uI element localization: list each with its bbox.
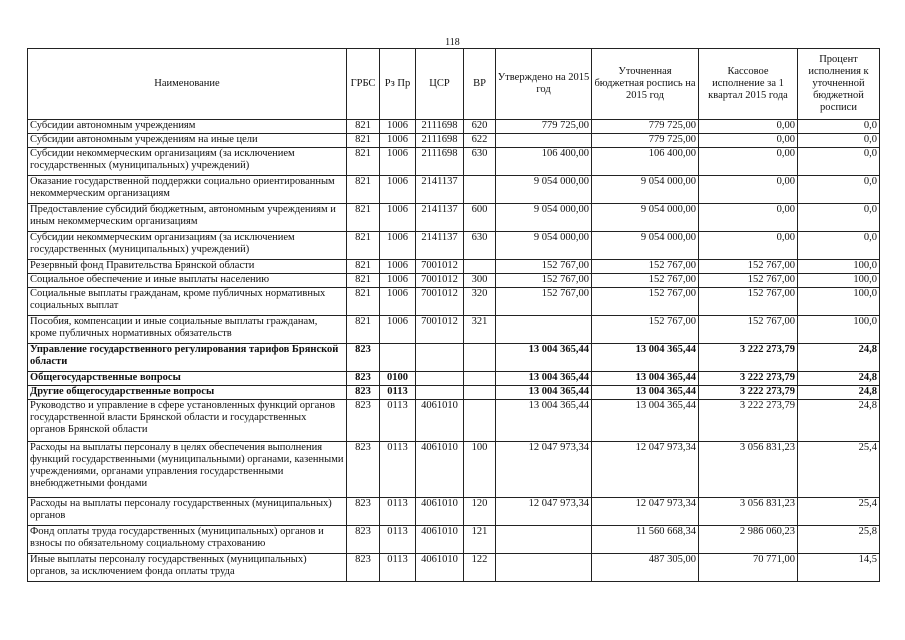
cell-grbs: 821 xyxy=(347,316,380,344)
cell-refined: 9 054 000,00 xyxy=(592,176,699,204)
cell-rzpr: 1006 xyxy=(380,120,416,134)
header-refined: Уточненная бюджетная роспись на 2015 год xyxy=(592,49,699,120)
cell-cash: 2 986 060,23 xyxy=(699,526,798,554)
cell-vr: 600 xyxy=(464,204,496,232)
cell-percent: 24,8 xyxy=(798,400,880,442)
cell-rzpr: 1006 xyxy=(380,204,416,232)
cell-grbs: 821 xyxy=(347,288,380,316)
cell-rzpr: 0100 xyxy=(380,372,416,386)
header-rzpr: Рз Пр xyxy=(380,49,416,120)
cell-rzpr: 1006 xyxy=(380,274,416,288)
cell-cash: 3 056 831,23 xyxy=(699,442,798,498)
table-row xyxy=(28,260,880,274)
cell-csr: 2111698 xyxy=(416,148,464,176)
cell-csr: 7001012 xyxy=(416,260,464,274)
cell-rzpr: 1006 xyxy=(380,176,416,204)
cell-refined: 152 767,00 xyxy=(592,288,699,316)
cell-approved: 106 400,00 xyxy=(496,148,592,176)
cell-percent: 24,8 xyxy=(798,386,880,400)
cell-csr: 2141137 xyxy=(416,232,464,260)
cell-refined: 152 767,00 xyxy=(592,316,699,344)
cell-cash: 0,00 xyxy=(699,176,798,204)
cell-rzpr: 0113 xyxy=(380,554,416,582)
header-vr: ВР xyxy=(464,49,496,120)
cell-cash: 70 771,00 xyxy=(699,554,798,582)
cell-csr: 7001012 xyxy=(416,274,464,288)
cell-grbs: 821 xyxy=(347,204,380,232)
cell-percent: 100,0 xyxy=(798,274,880,288)
cell-percent: 0,0 xyxy=(798,148,880,176)
cell-cash: 3 056 831,23 xyxy=(699,498,798,526)
cell-rzpr: 1006 xyxy=(380,232,416,260)
cell-grbs: 821 xyxy=(347,232,380,260)
table-row xyxy=(28,232,880,260)
cell-csr: 7001012 xyxy=(416,288,464,316)
cell-csr: 4061010 xyxy=(416,498,464,526)
header-grbs: ГРБС xyxy=(347,49,380,120)
cell-vr: 121 xyxy=(464,526,496,554)
cell-cash: 3 222 273,79 xyxy=(699,386,798,400)
header-csr: ЦСР xyxy=(416,49,464,120)
cell-csr: 4061010 xyxy=(416,400,464,442)
cell-refined: 152 767,00 xyxy=(592,260,699,274)
cell-percent: 100,0 xyxy=(798,316,880,344)
cell-name: Социальные выплаты гражданам, кроме публичных нормативных социальных выплат xyxy=(28,288,347,316)
cell-grbs: 823 xyxy=(347,498,380,526)
cell-grbs: 823 xyxy=(347,344,380,372)
cell-cash: 0,00 xyxy=(699,204,798,232)
cell-cash: 0,00 xyxy=(699,148,798,176)
cell-vr xyxy=(464,176,496,204)
cell-approved xyxy=(496,316,592,344)
header-approved: Утверждено на 2015 год xyxy=(496,49,592,120)
table-row xyxy=(28,386,880,400)
table-row xyxy=(28,554,880,582)
cell-csr xyxy=(416,372,464,386)
cell-approved: 9 054 000,00 xyxy=(496,232,592,260)
cell-approved: 152 767,00 xyxy=(496,260,592,274)
cell-name: Пособия, компенсации и иные социальные выплаты гражданам, кроме публичных нормативных обязательств xyxy=(28,316,347,344)
table-row xyxy=(28,316,880,344)
cell-percent: 0,0 xyxy=(798,232,880,260)
cell-csr: 4061010 xyxy=(416,554,464,582)
cell-name: Фонд оплаты труда государственных (муниципальных) органов и взносы по обязательному социальному страхованию xyxy=(28,526,347,554)
cell-approved: 13 004 365,44 xyxy=(496,400,592,442)
cell-refined: 779 725,00 xyxy=(592,134,699,148)
table-row xyxy=(28,148,880,176)
cell-percent: 100,0 xyxy=(798,288,880,316)
cell-refined: 106 400,00 xyxy=(592,148,699,176)
cell-vr: 622 xyxy=(464,134,496,148)
cell-grbs: 821 xyxy=(347,176,380,204)
cell-percent: 0,0 xyxy=(798,120,880,134)
cell-cash: 3 222 273,79 xyxy=(699,344,798,372)
cell-vr xyxy=(464,260,496,274)
cell-rzpr: 0113 xyxy=(380,442,416,498)
cell-percent: 0,0 xyxy=(798,204,880,232)
cell-percent: 24,8 xyxy=(798,344,880,372)
cell-refined: 9 054 000,00 xyxy=(592,232,699,260)
header-percent: Процент исполнения к уточненной бюджетной росписи xyxy=(798,49,880,120)
table-row xyxy=(28,288,880,316)
cell-name: Оказание государственной поддержки социально ориентированным некоммерческим организациям xyxy=(28,176,347,204)
cell-cash: 152 767,00 xyxy=(699,260,798,274)
cell-name: Иные выплаты персоналу государственных (муниципальных) органов, за исключением фонда оплаты труда xyxy=(28,554,347,582)
cell-name: Управление государственного регулирования тарифов Брянской области xyxy=(28,344,347,372)
cell-rzpr: 1006 xyxy=(380,134,416,148)
table-row xyxy=(28,442,880,498)
cell-refined: 9 054 000,00 xyxy=(592,204,699,232)
cell-refined: 12 047 973,34 xyxy=(592,442,699,498)
cell-approved: 12 047 973,34 xyxy=(496,498,592,526)
cell-grbs: 823 xyxy=(347,386,380,400)
cell-approved: 13 004 365,44 xyxy=(496,344,592,372)
cell-percent: 0,0 xyxy=(798,134,880,148)
cell-name: Субсидии автономным учреждениям на иные цели xyxy=(28,134,347,148)
cell-rzpr: 0113 xyxy=(380,400,416,442)
cell-name: Субсидии автономным учреждениям xyxy=(28,120,347,134)
cell-percent: 25,4 xyxy=(798,442,880,498)
cell-name: Субсидии некоммерческим организациям (за исключением государственных (муниципальных) учреждений) xyxy=(28,148,347,176)
cell-percent: 0,0 xyxy=(798,176,880,204)
cell-rzpr: 1006 xyxy=(380,148,416,176)
table-row xyxy=(28,344,880,372)
cell-approved: 152 767,00 xyxy=(496,274,592,288)
cell-refined: 13 004 365,44 xyxy=(592,386,699,400)
cell-vr: 320 xyxy=(464,288,496,316)
cell-rzpr: 1006 xyxy=(380,260,416,274)
table-row xyxy=(28,120,880,134)
cell-grbs: 823 xyxy=(347,554,380,582)
cell-vr: 630 xyxy=(464,148,496,176)
cell-vr xyxy=(464,372,496,386)
cell-grbs: 821 xyxy=(347,148,380,176)
cell-vr xyxy=(464,386,496,400)
cell-name: Субсидии некоммерческим организациям (за исключением государственных (муниципальных) учреждений) xyxy=(28,232,347,260)
cell-grbs: 823 xyxy=(347,442,380,498)
cell-cash: 3 222 273,79 xyxy=(699,372,798,386)
table-row xyxy=(28,372,880,386)
cell-approved: 9 054 000,00 xyxy=(496,176,592,204)
cell-name: Расходы на выплаты персоналу в целях обеспечения выполнения функций государственными (муниципальными) органами, казенными учреждениями, органами управления государственными внебюджетными фондами xyxy=(28,442,347,498)
cell-name: Другие общегосударственные вопросы xyxy=(28,386,347,400)
cell-approved: 152 767,00 xyxy=(496,288,592,316)
table-row xyxy=(28,204,880,232)
cell-name: Общегосударственные вопросы xyxy=(28,372,347,386)
cell-name: Резервный фонд Правительства Брянской области xyxy=(28,260,347,274)
cell-csr: 7001012 xyxy=(416,316,464,344)
cell-approved: 13 004 365,44 xyxy=(496,386,592,400)
cell-vr: 300 xyxy=(464,274,496,288)
cell-approved: 12 047 973,34 xyxy=(496,442,592,498)
header-cash: Кассовое исполнение за 1 квартал 2015 года xyxy=(699,49,798,120)
cell-csr: 2111698 xyxy=(416,134,464,148)
cell-grbs: 821 xyxy=(347,274,380,288)
cell-name: Предоставление субсидий бюджетным, автономным учреждениям и иным некоммерческим организациям xyxy=(28,204,347,232)
cell-rzpr xyxy=(380,344,416,372)
cell-rzpr: 0113 xyxy=(380,498,416,526)
cell-rzpr: 0113 xyxy=(380,526,416,554)
budget-table xyxy=(27,48,880,582)
cell-grbs: 823 xyxy=(347,400,380,442)
cell-percent: 24,8 xyxy=(798,372,880,386)
cell-csr: 4061010 xyxy=(416,526,464,554)
table-row xyxy=(28,526,880,554)
table-row xyxy=(28,400,880,442)
cell-approved xyxy=(496,526,592,554)
cell-grbs: 823 xyxy=(347,372,380,386)
cell-name: Социальное обеспечение и иные выплаты населению xyxy=(28,274,347,288)
cell-vr xyxy=(464,344,496,372)
cell-vr: 321 xyxy=(464,316,496,344)
cell-approved: 779 725,00 xyxy=(496,120,592,134)
cell-csr: 4061010 xyxy=(416,442,464,498)
cell-refined: 12 047 973,34 xyxy=(592,498,699,526)
cell-refined: 13 004 365,44 xyxy=(592,344,699,372)
cell-cash: 3 222 273,79 xyxy=(699,400,798,442)
cell-percent: 25,8 xyxy=(798,526,880,554)
cell-refined: 779 725,00 xyxy=(592,120,699,134)
cell-cash: 0,00 xyxy=(699,120,798,134)
cell-rzpr: 1006 xyxy=(380,316,416,344)
cell-vr xyxy=(464,400,496,442)
cell-vr: 630 xyxy=(464,232,496,260)
table-row xyxy=(28,498,880,526)
cell-refined: 487 305,00 xyxy=(592,554,699,582)
cell-name: Руководство и управление в сфере установленных функций органов государственной власти Брянской области и государственных органов Брянской области xyxy=(28,400,347,442)
cell-rzpr: 0113 xyxy=(380,386,416,400)
cell-refined: 152 767,00 xyxy=(592,274,699,288)
cell-csr: 2141137 xyxy=(416,176,464,204)
cell-csr: 2141137 xyxy=(416,204,464,232)
cell-vr: 120 xyxy=(464,498,496,526)
cell-csr xyxy=(416,344,464,372)
cell-cash: 152 767,00 xyxy=(699,274,798,288)
cell-refined: 11 560 668,34 xyxy=(592,526,699,554)
cell-grbs: 821 xyxy=(347,120,380,134)
table-header-row xyxy=(28,49,880,120)
cell-cash: 152 767,00 xyxy=(699,288,798,316)
cell-vr: 122 xyxy=(464,554,496,582)
table-row xyxy=(28,134,880,148)
table-row xyxy=(28,176,880,204)
cell-grbs: 821 xyxy=(347,260,380,274)
cell-percent: 14,5 xyxy=(798,554,880,582)
cell-percent: 100,0 xyxy=(798,260,880,274)
cell-grbs: 823 xyxy=(347,526,380,554)
cell-cash: 0,00 xyxy=(699,232,798,260)
cell-approved: 13 004 365,44 xyxy=(496,372,592,386)
cell-refined: 13 004 365,44 xyxy=(592,400,699,442)
cell-cash: 152 767,00 xyxy=(699,316,798,344)
cell-percent: 25,4 xyxy=(798,498,880,526)
cell-cash: 0,00 xyxy=(699,134,798,148)
cell-approved xyxy=(496,134,592,148)
header-name: Наименование xyxy=(28,49,347,120)
cell-approved: 9 054 000,00 xyxy=(496,204,592,232)
cell-csr: 2111698 xyxy=(416,120,464,134)
cell-csr xyxy=(416,386,464,400)
cell-vr: 100 xyxy=(464,442,496,498)
cell-refined: 13 004 365,44 xyxy=(592,372,699,386)
cell-rzpr: 1006 xyxy=(380,288,416,316)
cell-name: Расходы на выплаты персоналу государственных (муниципальных) органов xyxy=(28,498,347,526)
table-row xyxy=(28,274,880,288)
page-number: 118 xyxy=(445,37,460,48)
cell-approved xyxy=(496,554,592,582)
cell-vr: 620 xyxy=(464,120,496,134)
cell-grbs: 821 xyxy=(347,134,380,148)
